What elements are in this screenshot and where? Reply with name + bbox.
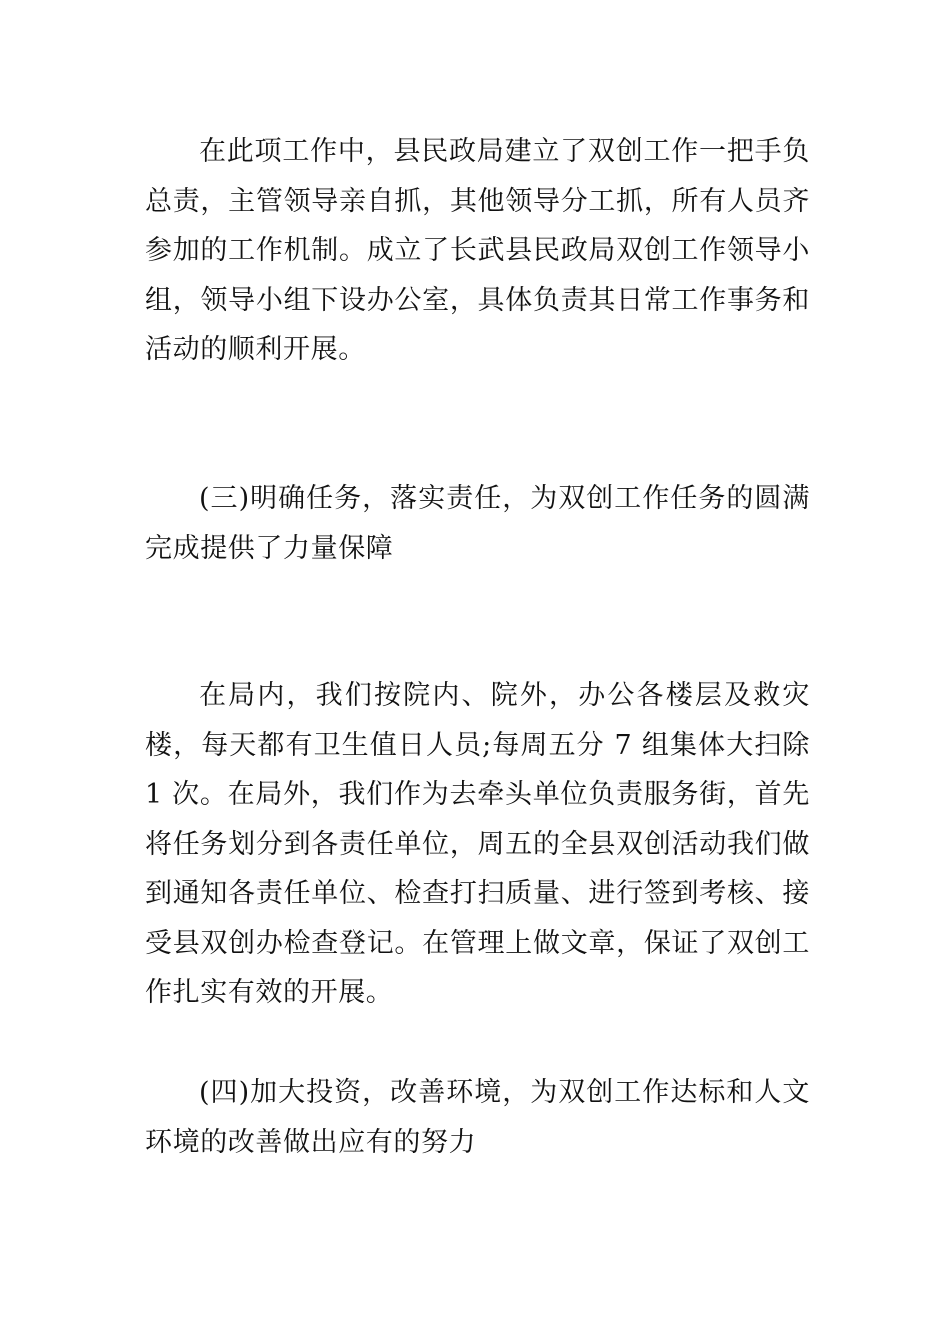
section-heading-four: (四)加大投资，改善环境，为双创工作达标和人文环境的改善做出应有的努力 (145, 1077, 810, 1158)
section-heading-three: (三)明确任务，落实责任，为双创工作任务的圆满完成提供了力量保障 (145, 483, 810, 564)
body-paragraph: 在局内，我们按院内、院外，办公各楼层及救灾楼，每天都有卫生值日人员;每周五分 7 组集体大扫除 1 次。在局外，我们作为去牵头单位负责服务街，首先将任务划分到各责任单位，周五的全县双创活动我们做到通知各责任单位、检查打扫质量、进行签到考核、接受县双创办检查登记。在管理上做文章，保证了双创工作扎实有效的开展。 (145, 680, 810, 1008)
body-paragraph: 在此项工作中，县民政局建立了双创工作一把手负总责，主管领导亲自抓，其他领导分工抓，所有人员齐参加的工作机制。成立了长武县民政局双创工作领导小组，领导小组下设办公室，具体负责其日常工作事务和活动的顺利开展。 (145, 136, 810, 365)
